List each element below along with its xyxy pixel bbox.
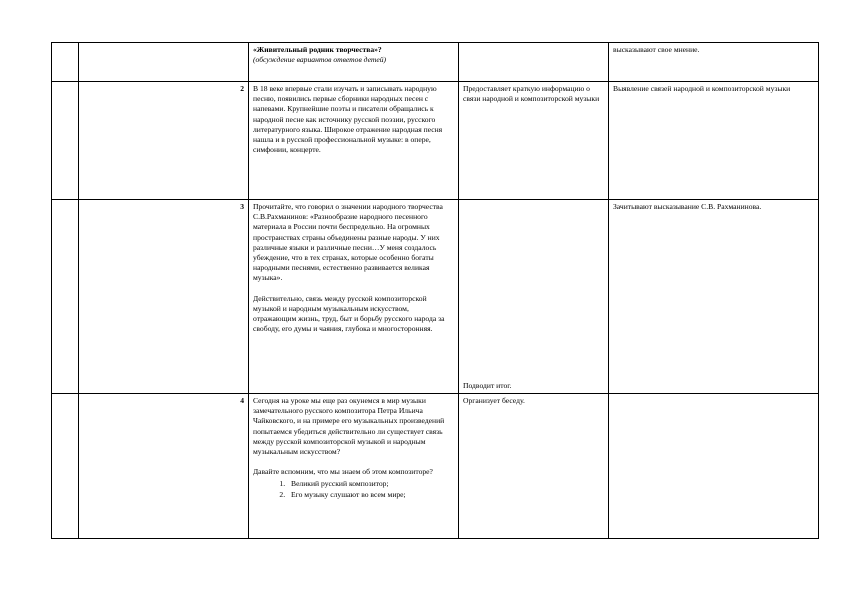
- content-paragraph: Сегодня на уроке мы еще раз окунемся в мир музыки замечательного русского композитора Петра Ильича Чайковского, и на примере его музыкальных произведений попытаемся убедиться действительно ли существует связь между русской композиторской музыкой и народным музыкальным искусством?: [253, 396, 445, 457]
- content-cell: [249, 394, 459, 539]
- content-paragraph: Прочитайте, что говорил о значении народного творчества С.В.Рахманинов: «Разнообразие народного песенного материала в России почти беспредельно. На огромных пространствах страны объединены разные народы. У них различные языки и различные песни…У меня создалось убеждение, что в тех странах, которые особенно богаты народными песнями, естественно развивается великая музыка».: [253, 202, 443, 283]
- content-paragraph: Действительно, связь между русской композиторской музыкой и народным музыкальным искусством, отражающим жизнь, труд, быт и борьбу русского народа за свободу, его думы и чаяния, глубока и многосторонняя.: [253, 293, 445, 334]
- row-number: 2: [79, 82, 249, 200]
- content-cell: [249, 200, 459, 394]
- list-item: 2. Его музыку слушают во всем мире;: [287, 490, 454, 500]
- row-marker-cell: [52, 82, 79, 200]
- teacher-cell: Организует беседу.: [459, 394, 609, 539]
- content-cell: [249, 43, 459, 82]
- teacher-cell: Подводит итог.: [459, 200, 609, 394]
- table-row: [52, 43, 819, 82]
- content-paragraph: Давайте вспомним, что мы знаем об этом композиторе?: [253, 467, 433, 477]
- students-cell: [609, 394, 819, 539]
- lesson-plan-table: [51, 42, 819, 539]
- content-title: «Живительный родник творчества»?: [253, 45, 382, 54]
- row-marker-cell: [52, 43, 79, 82]
- table-row: [52, 394, 819, 539]
- teacher-cell: [459, 43, 609, 82]
- list-item: 1. Великий русский композитор;: [287, 479, 454, 489]
- students-cell: Зачитывают высказывание С.В. Рахманинова.: [609, 200, 819, 394]
- table-row: [52, 82, 819, 200]
- row-number: 3: [79, 200, 249, 394]
- content-cell: В 18 веке впервые стали изучать и записывать народную песню, появились первые сборники народных песен с напевами. Крупнейшие поэты и писатели обращались к народной песне как источнику русской поэзии, русского литературного языка. Широкое отражение народная песня нашла и в русской профессиональной музыке: в опере, симфонии, концерте.: [249, 82, 459, 200]
- students-cell: высказывают свое мнение.: [609, 43, 819, 82]
- content-note: (обсуждение вариантов ответов детей): [253, 55, 387, 65]
- row-number: 4: [79, 394, 249, 539]
- row-marker-cell: [52, 394, 79, 539]
- answer-list: [253, 479, 454, 499]
- row-marker-cell: [52, 200, 79, 394]
- row-number: [79, 43, 249, 82]
- students-cell: Выявление связей народной и композиторской музыки: [609, 82, 819, 200]
- table-row: [52, 200, 819, 394]
- teacher-cell: Предоставляет краткую информацию о связи народной и композиторской музыки: [459, 82, 609, 200]
